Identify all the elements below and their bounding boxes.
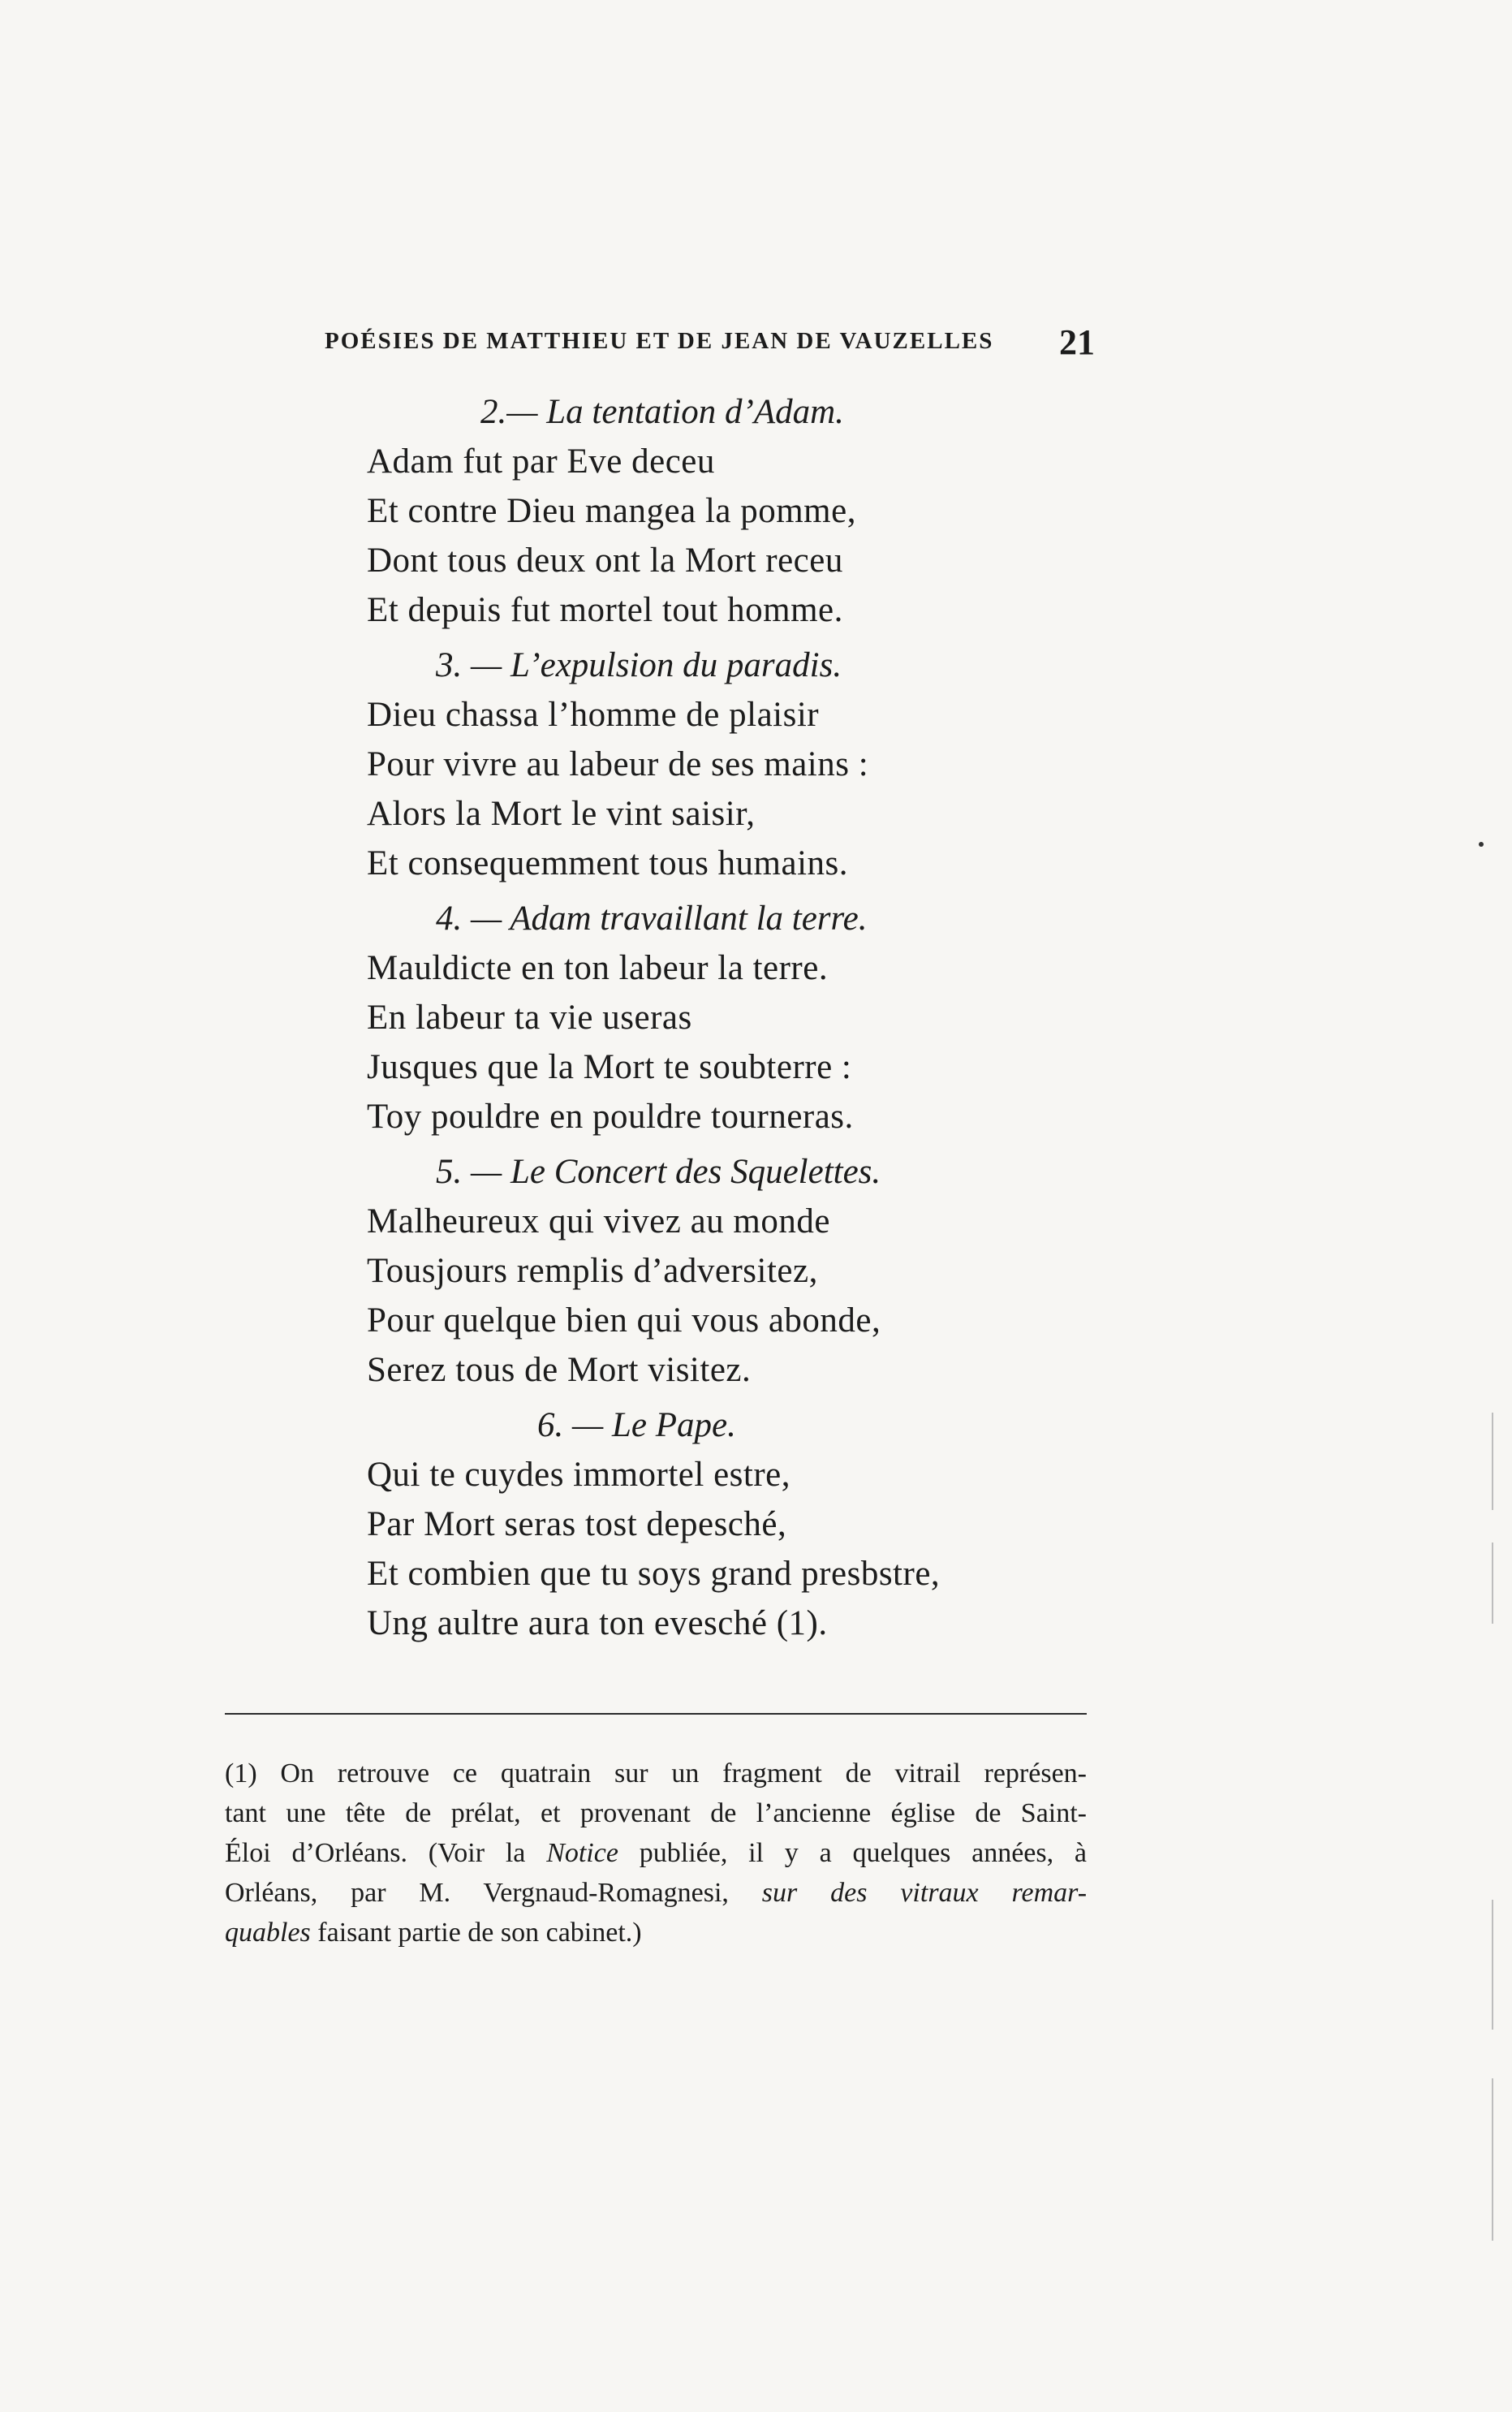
stanza-5 — [367, 1148, 1097, 1395]
verse-line: Tousjours remplis d’adversitez, — [367, 1252, 818, 1290]
stanza-2 — [367, 388, 1097, 635]
verse-line: Et combien que tu soys grand presbstre, — [367, 1555, 941, 1593]
verse-line: Dieu chassa l’homme de plaisir — [367, 696, 820, 734]
verse-line: Et consequemment tous humains. — [367, 844, 849, 882]
footnote-divider — [225, 1713, 1087, 1715]
scan-artifact — [1492, 1900, 1493, 2030]
verse-line: Et depuis fut mortel tout homme. — [367, 591, 843, 629]
footnote-italic: Notice — [546, 1838, 618, 1868]
verse-line: Ung aultre aura ton evesché (1). — [367, 1604, 828, 1642]
scan-artifact — [1492, 2078, 1493, 2241]
verse-line: Malheureux qui vivez au monde — [367, 1202, 830, 1241]
footnote-line: (1) On retrouve ce quatrain sur un fragment de vitrail représen- — [225, 1758, 1087, 1789]
section-title: 3. — L’expulsion du paradis. — [436, 646, 842, 684]
footnote-line — [225, 1873, 1087, 1913]
stanza-4 — [367, 895, 1097, 1141]
running-header — [325, 322, 1136, 377]
section-title: 6. — Le Pape. — [537, 1406, 736, 1444]
footnote-text: Éloi d’Orléans. (Voir la — [225, 1838, 526, 1868]
page-number: 21 — [1059, 322, 1095, 362]
verse-line: Pour vivre au labeur de ses mains : — [367, 745, 869, 783]
verse-line: Toy pouldre en pouldre tourneras. — [367, 1098, 854, 1136]
verse-line: Mauldicte en ton labeur la terre. — [367, 949, 829, 987]
running-title: POÉSIES DE MATTHIEU ET DE JEAN DE VAUZELLES — [325, 328, 994, 354]
section-title: 4. — Adam travaillant la terre. — [436, 900, 868, 938]
footnote-line — [225, 1913, 1087, 1952]
footnote-text: Orléans, par M. Vergnaud-Romagnesi, — [225, 1878, 729, 1908]
section-title: 5. — Le Concert des Squelettes. — [436, 1153, 881, 1191]
verse-line: Dont tous deux ont la Mort receu — [367, 542, 843, 580]
verse-line: Jusques que la Mort te soubterre : — [367, 1048, 852, 1086]
footnote-text: publiée, il y a quelques années, à — [639, 1838, 1088, 1868]
verse-line: Alors la Mort le vint saisir, — [367, 795, 756, 833]
verse-line: Et contre Dieu mangea la pomme, — [367, 492, 856, 530]
footnote-line — [225, 1833, 1087, 1873]
stanza-6 — [367, 1401, 1097, 1648]
verse-line: Qui te cuydes immortel estre, — [367, 1456, 790, 1494]
footnote-line: tant une tête de prélat, et provenant de l’ancienne église de Saint- — [225, 1798, 1087, 1828]
verse-line: Par Mort seras tost depesché, — [367, 1505, 787, 1543]
footnote-italic: sur des vitraux remar- — [761, 1878, 1088, 1908]
section-title: 2.— La tentation d’Adam. — [480, 393, 844, 431]
scan-artifact — [1492, 1413, 1493, 1510]
scan-speck — [1479, 842, 1484, 847]
verse-line: Serez tous de Mort visitez. — [367, 1351, 752, 1389]
footnote — [225, 1754, 1087, 1952]
footnote-italic: quables — [225, 1918, 311, 1948]
verse-line: Pour quelque bien qui vous abonde, — [367, 1301, 881, 1340]
verse-line: Adam fut par Eve deceu — [367, 442, 715, 481]
verse-line: En labeur ta vie useras — [367, 999, 692, 1037]
stanza-3 — [367, 641, 1097, 888]
poem-list — [367, 388, 1097, 1655]
scan-artifact — [1492, 1543, 1493, 1624]
footnote-text: faisant partie de son cabinet.) — [317, 1918, 642, 1948]
